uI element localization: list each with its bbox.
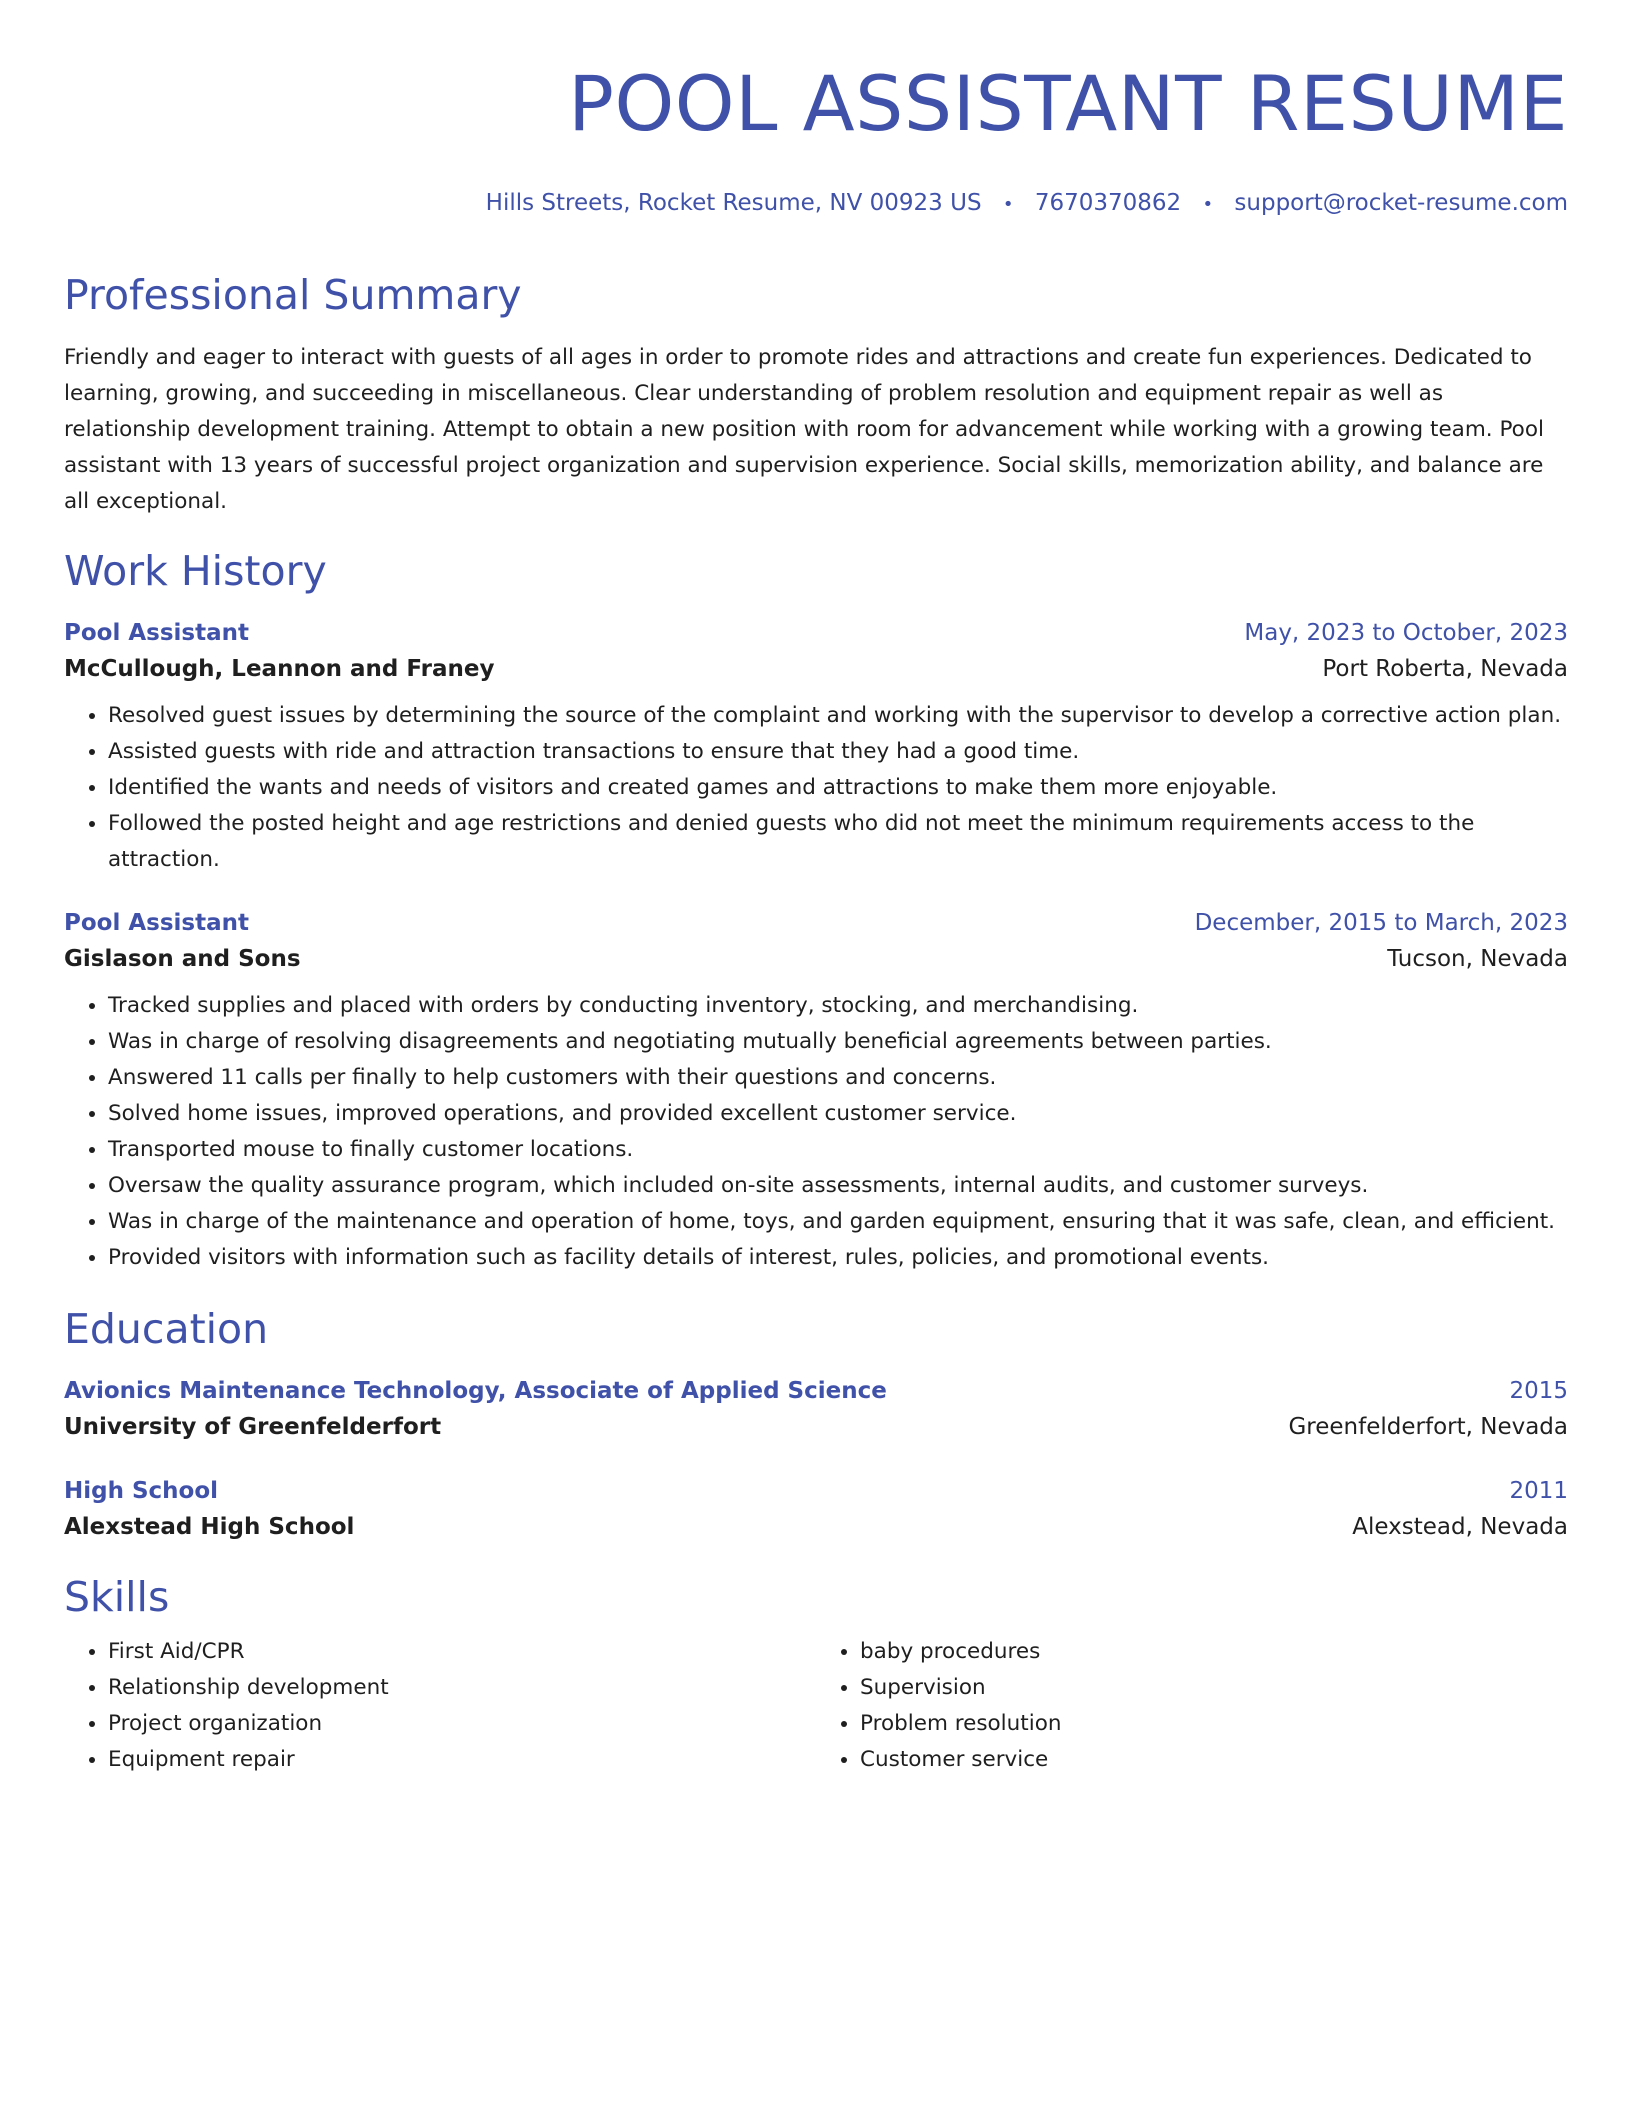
summary-section	[64, 270, 1568, 520]
job-bullet: • Resolved guest issues by determining the source of the complaint and working with the supervisor to develop a corrective action plan.	[108, 698, 1568, 734]
education-entry	[64, 1474, 1568, 1546]
education-school-row	[64, 1408, 1568, 1446]
job-bullet: • Provided visitors with information such as facility details of interest, rules, policies, and promotional events.	[108, 1240, 1568, 1276]
skill-item: • First Aid/CPR	[108, 1634, 816, 1670]
job-location: Tucson, Nevada	[1387, 946, 1568, 972]
skill-item: • Equipment repair	[108, 1742, 816, 1778]
education-heading: Education	[64, 1305, 269, 1353]
job-header-row	[64, 616, 1568, 650]
education-header-row	[64, 1374, 1568, 1408]
job-bullets	[64, 698, 1568, 878]
contact-separator: •	[1202, 194, 1214, 215]
summary-heading: Professional Summary	[64, 271, 522, 319]
contact-separator: •	[1002, 194, 1014, 215]
job-company: Gislason and Sons	[64, 946, 301, 972]
skill-item: • Problem resolution	[860, 1706, 1568, 1742]
job-title: Pool Assistant	[64, 910, 249, 936]
job-bullet: • Transported mouse to finally customer locations.	[108, 1132, 1568, 1168]
skill-item: • Project organization	[108, 1706, 816, 1742]
education-degree: Avionics Maintenance Technology, Associate of Applied Science	[64, 1378, 887, 1404]
job-entry	[64, 616, 1568, 878]
education-location: Greenfelderfort, Nevada	[1288, 1414, 1568, 1440]
skills-heading: Skills	[64, 1573, 170, 1621]
job-bullet: • Tracked supplies and placed with orders by conducting inventory, stocking, and merchandising.	[108, 988, 1568, 1024]
job-location: Port Roberta, Nevada	[1322, 656, 1568, 682]
skills-section	[64, 1572, 1568, 1778]
skill-item: • Customer service	[860, 1742, 1568, 1778]
education-school: University of Greenfelderfort	[64, 1414, 442, 1440]
job-bullet: • Followed the posted height and age restrictions and denied guests who did not meet the minimum requirements access to the attraction.	[108, 806, 1568, 878]
work-history-section	[64, 546, 1568, 1276]
skill-item: • Relationship development	[108, 1670, 816, 1706]
job-dates: May, 2023 to October, 2023	[1244, 620, 1568, 646]
education-entry	[64, 1374, 1568, 1446]
education-header-row	[64, 1474, 1568, 1508]
job-bullet: • Oversaw the quality assurance program, which included on-site assessments, internal audits, and customer surveys.	[108, 1168, 1568, 1204]
skills-list-right	[816, 1634, 1568, 1778]
job-bullets	[64, 988, 1568, 1276]
education-location: Alexstead, Nevada	[1352, 1514, 1568, 1540]
job-bullet: • Was in charge of resolving disagreements and negotiating mutually beneficial agreements between parties.	[108, 1024, 1568, 1060]
job-company: McCullough, Leannon and Franey	[64, 656, 495, 682]
skills-list-left	[64, 1634, 816, 1778]
work-history-heading: Work History	[64, 547, 327, 595]
resume-title: POOL ASSISTANT RESUME	[568, 59, 1568, 148]
contact-address: Hills Streets, Rocket Resume, NV 00923 US	[485, 190, 982, 216]
job-company-row	[64, 650, 1568, 688]
skill-item: • Supervision	[860, 1670, 1568, 1706]
job-header-row	[64, 906, 1568, 940]
job-company-row	[64, 940, 1568, 978]
contact-phone: 7670370862	[1034, 190, 1182, 216]
job-title: Pool Assistant	[64, 620, 249, 646]
job-entry	[64, 906, 1568, 1276]
skills-grid	[64, 1634, 1568, 1778]
education-year: 2011	[1509, 1478, 1568, 1504]
job-dates: December, 2015 to March, 2023	[1194, 910, 1568, 936]
education-school-row	[64, 1508, 1568, 1546]
contact-email: support@rocket-resume.com	[1234, 190, 1568, 216]
job-bullet: • Was in charge of the maintenance and operation of home, toys, and garden equipment, ensuring that it was safe, clean, and efficient.	[108, 1204, 1568, 1240]
education-year: 2015	[1509, 1378, 1568, 1404]
job-bullet: • Identified the wants and needs of visitors and created games and attractions to make them more enjoyable.	[108, 770, 1568, 806]
education-degree: High School	[64, 1478, 219, 1504]
skill-item: • baby procedures	[860, 1634, 1568, 1670]
job-bullet: • Answered 11 calls per finally to help customers with their questions and concerns.	[108, 1060, 1568, 1096]
contact-line	[64, 188, 1568, 220]
summary-text: Friendly and eager to interact with guests of all ages in order to promote rides and attractions and create fun experiences. Dedicated to learning, growing, and succeeding in miscellaneous. Clear understanding of problem resolution and equipment repair as well as relationship development training. Attempt to obtain a new position with room for advancement while working with a growing team. Pool assistant with 13 years of successful project organization and supervision experience. Social skills, memorization ability, and balance are all exceptional.	[64, 345, 1544, 514]
education-school: Alexstead High School	[64, 1514, 355, 1540]
job-bullet: • Assisted guests with ride and attraction transactions to ensure that they had a good time.	[108, 734, 1568, 770]
job-bullet: • Solved home issues, improved operations, and provided excellent customer service.	[108, 1096, 1568, 1132]
education-section	[64, 1304, 1568, 1546]
